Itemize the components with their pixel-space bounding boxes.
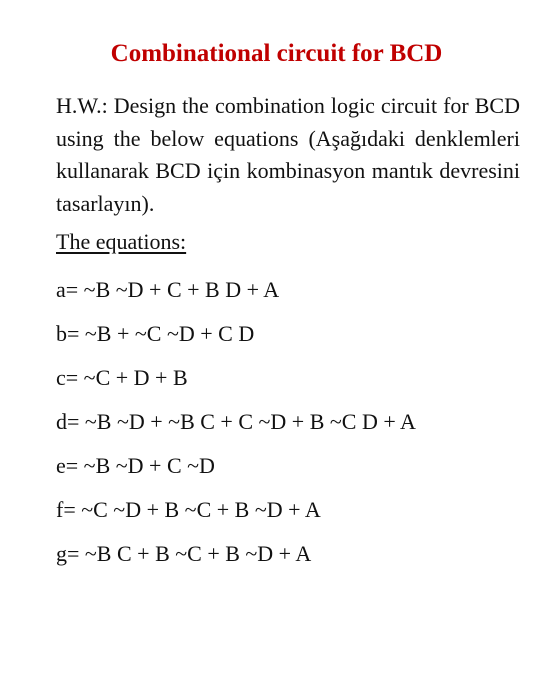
equation-e: e= ~B ~D + C ~D [56, 453, 215, 478]
equation-c: c= ~C + D + B [56, 365, 188, 390]
equation-f: f= ~C ~D + B ~C + B ~D + A [56, 497, 321, 522]
equations-heading: The equations: [56, 229, 187, 254]
equation-d: d= ~B ~D + ~B C + C ~D + B ~C D + A [56, 409, 416, 434]
page-title: Combinational circuit for BCD [110, 40, 443, 67]
equation-a: a= ~B ~D + C + B D + A [56, 277, 280, 302]
homework-instruction: H.W.: Design the combination logic circuit for BCD using the below equations (Aşağıdaki denklemleri kullanarak BCD için kombinasyon mantık devresini tasarlayın). [56, 93, 520, 216]
equation-b: b= ~B + ~C ~D + C D [56, 321, 255, 346]
equations-list [56, 274, 416, 582]
equation-g: g= ~B C + B ~C + B ~D + A [56, 541, 312, 566]
